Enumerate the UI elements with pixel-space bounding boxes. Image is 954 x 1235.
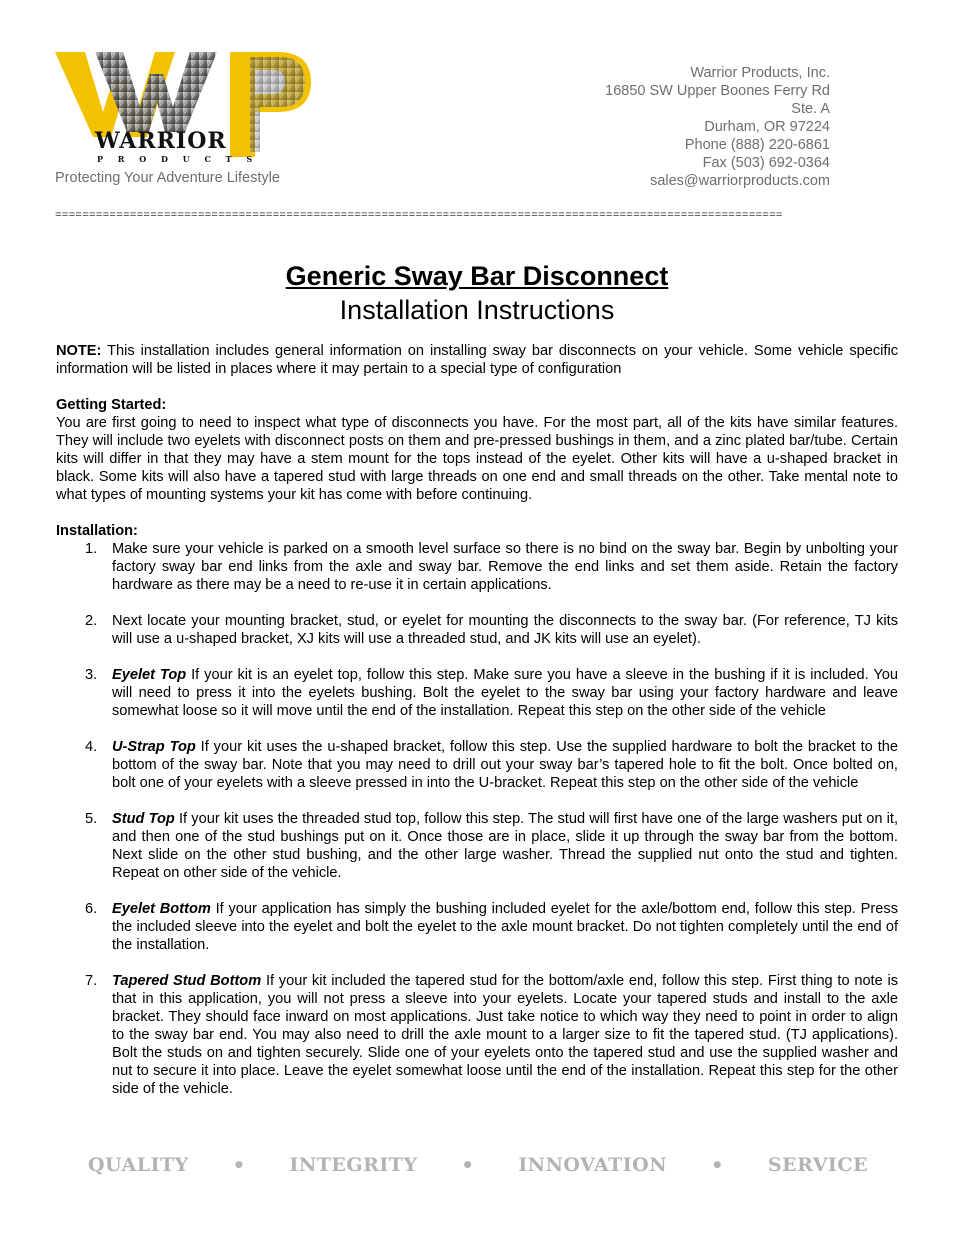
phone-line: Phone (888) 220-6861 <box>684 137 830 153</box>
step-text: Next locate your mounting bracket, stud, or eyelet for mounting the disconnects to the sway bar. (For reference, TJ kits will use a u-shaped bracket, XJ kits will use a threaded stud, and JK kits will use an eyelet). <box>112 613 898 647</box>
installation-steps <box>56 540 898 1098</box>
document-subtitle: Installation Instructions <box>339 295 615 325</box>
step-text: If your application has simply the bushing included eyelet for the axle/bottom end, follow this step. Press the included sleeve into the eyelet and bolt the eyelet to the axle mount bracket. Do not tighten completely until the end of the installation. <box>112 901 898 953</box>
title-block <box>0 260 954 326</box>
step-number: 2. <box>85 613 98 629</box>
step-number: 6. <box>85 901 98 917</box>
step-item <box>56 972 898 1098</box>
warrior-products-logo <box>55 52 315 164</box>
step-keyword: Stud Top <box>112 811 175 827</box>
email-line: sales@warriorproducts.com <box>650 173 830 189</box>
step-keyword: Tapered Stud Bottom <box>112 973 262 989</box>
address-line: Ste. A <box>791 101 830 117</box>
step-keyword: U-Strap Top <box>112 739 196 755</box>
step-number: 3. <box>85 667 98 683</box>
footer-item-integrity: INTEGRITY <box>289 1154 418 1176</box>
note-paragraph <box>56 342 898 378</box>
address-line: 16850 SW Upper Boones Ferry Rd <box>605 83 830 99</box>
company-address <box>605 64 830 190</box>
step-number: 1. <box>85 541 98 557</box>
step-text: If your kit included the tapered stud for the bottom/axle end, follow this step. First thing to note is that in this application, you will not press a sleeve into your eyelets. Locate your tapered studs and install to the axle bracket. They should face inward on most applications. Just take notice to which way they need to point in order to align to the sway bar end. You may also need to drill the axle mount to a larger size to fit the tapered stud. (TJ applications). Bolt the studs on and tighten securely. Slide one of your eyelets onto the tapered stud and use the supplied washer and nut to secure it into place. Leave the eyelet somewhat loose until the end of the installation. Repeat this step for the other side of the vehicle. <box>112 973 899 1097</box>
getting-started-heading: Getting Started: <box>56 397 167 413</box>
address-line: Warrior Products, Inc. <box>690 65 830 81</box>
step-item <box>56 810 898 882</box>
separator-rule: =========================================================================================================== <box>55 210 783 222</box>
step-text: If your kit is an eyelet top, follow this step. Make sure you have a sleeve in the bushing if it is included. You will need to press it into the eyelets bushing. Bolt the eyelet to the sway bar using your factory hardware and leave somewhat loose so it will move until the end of the installation. Repeat this step on the other side of the vehicle <box>112 667 898 719</box>
address-line: Durham, OR 97224 <box>704 119 830 135</box>
step-item <box>56 540 898 594</box>
step-item <box>56 900 898 954</box>
step-number: 7. <box>85 973 98 989</box>
step-number: 4. <box>85 739 98 755</box>
installation-heading: Installation: <box>56 523 138 539</box>
step-text: Make sure your vehicle is parked on a smooth level surface so there is no bind on the sway bar. Begin by unbolting your factory sway bar end links from the axle and sway bar. Remove the end links and set them aside. Retain the factory hardware as there may be a need to re-use it in certain applications. <box>112 541 898 593</box>
step-item <box>56 612 898 648</box>
logo-subword: P R O D U C T S <box>97 154 259 164</box>
step-text: If your kit uses the u-shaped bracket, follow this step. Use the supplied hardware to bolt the bracket to the bottom of the sway bar. Note that you may need to drill out your sway bar’s tapered hole to fit the bolt. Once bolted on, bolt one of your eyelets with a sleeve pressed in into the U-bracket. Repeat this step on the other side of the vehicle <box>112 739 898 791</box>
step-item <box>56 738 898 792</box>
footer-item-quality: QUALITY <box>88 1154 189 1176</box>
bullet-separator: • <box>710 1153 725 1177</box>
document-body <box>56 342 898 1116</box>
document-title: Generic Sway Bar Disconnect <box>285 261 669 291</box>
step-keyword: Eyelet Top <box>112 667 187 683</box>
footer-values <box>88 1153 868 1177</box>
step-keyword: Eyelet Bottom <box>112 901 211 917</box>
logo-graphic <box>55 52 315 164</box>
footer-item-service: SERVICE <box>767 1154 868 1176</box>
footer-item-innovation: INNOVATION <box>518 1154 668 1176</box>
logo-wordmark: WARRIOR <box>95 128 227 154</box>
step-text: If your kit uses the threaded stud top, follow this step. The stud will first have one of the large washers put on it, and then one of the stud bushings put on it. Once those are in place, slide it up through the sway bar from the bottom. Next slide on the other stud bushing, and the other large washer. Thread the supplied nut onto the stud and tighten. Repeat on other side of the vehicle. <box>112 811 898 881</box>
step-item <box>56 666 898 720</box>
bullet-separator: • <box>232 1153 246 1177</box>
fax-line: Fax (503) 692-0364 <box>702 155 830 171</box>
getting-started-text: You are first going to need to inspect what type of disconnects you have. For the most part, all of the kits have similar features. They will include two eyelets with disconnect posts on them and pre-pressed bushings in them, and a zinc plated bar/tube. Certain kits will differ in that they may have a stem mount for the tops instead of the eyelet. Other kits will have a u-shaped bracket in black. Some kits will also have a tapered stud with large threads on one end and small threads on the other. Take mental note to what types of mounting systems your kit has come with before continuing. <box>56 415 898 503</box>
note-label: NOTE: <box>56 343 102 359</box>
tagline: Protecting Your Adventure Lifestyle <box>55 170 280 186</box>
note-text: This installation includes general information on installing sway bar disconnects on your vehicle. Some vehicle specific information will be listed in places where it may pertain to a special type of configuration <box>56 343 898 377</box>
step-number: 5. <box>85 811 98 827</box>
bullet-separator: • <box>461 1153 475 1177</box>
